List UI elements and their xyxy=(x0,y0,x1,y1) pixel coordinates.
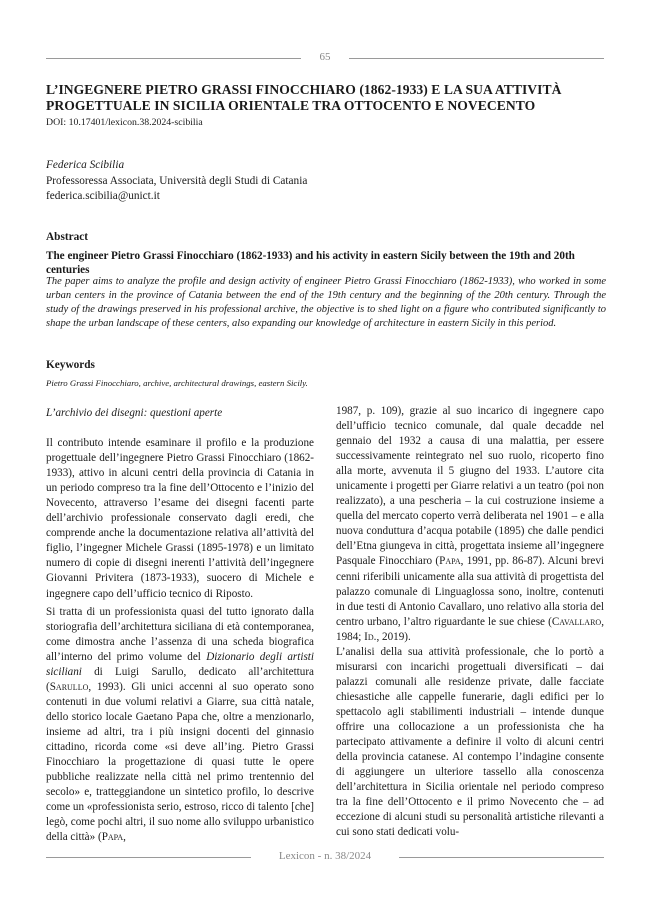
page-footer xyxy=(46,850,604,864)
citation-author: Papa xyxy=(101,831,124,844)
journal-issue: Lexicon - n. 38/2024 xyxy=(278,850,372,862)
author-block xyxy=(46,158,307,205)
keywords-heading: Keywords xyxy=(46,359,95,371)
citation-author: Id. xyxy=(364,630,377,643)
author-affiliation: Professoressa Associata, Università degli Studi di Catania xyxy=(46,174,308,187)
abstract-title: The engineer Pietro Grassi Finocchiaro (1862-1933) and his activity in eastern Sicily between the 19th and 20th centuries xyxy=(46,250,575,276)
body-paragraph xyxy=(46,605,314,846)
paragraph-text: , 1984; xyxy=(336,615,604,643)
paragraph-text: Si tratta di un professionista quasi del tutto ignorato dalla storiografia dell’architettura siciliana di età contemporanea, come dimostra anche l’assenza di una scheda biografica all’interno del primo volume del xyxy=(46,605,314,663)
body-paragraph xyxy=(46,436,314,602)
paragraph-text: 1987, p. 109), grazie al suo incarico di ingegnere capo dell’ufficio tecnico comunale, dal quale decadde nel gennaio del 1932 a causa di una malattia, per essere successivamente reintegrato nel suo ruolo, ricoperto fino alla morte, avvenuta il 5 giugno del 1933. L’autore cita unicamente i progetti per Giarre relativi a un teatro (poi non realizzato), a una pescheria – la cui costruzione insieme a quella del mercato coperto verrà deliberata nel 1901 – e alla nuova conduttura d’acqua potabile (1895) che dalle pendici dell’Etna giungeva in città, progettata insieme all’ingegnere Pasquale Finocchiaro ( xyxy=(336,405,604,568)
paragraph-text: , 2019). xyxy=(376,630,411,643)
doi[interactable]: DOI: 10.17401/lexicon.38.2024-scibilia xyxy=(46,117,203,128)
body-paragraph: L’analisi della sua attività professionale, che lo portò a misurarsi con incarichi progettuali diversificati – dai palazzi comunali alle residenze private, dalle facciate chiesastiche alle cappelle funerarie, dagli edifici per lo spettacolo agli stabilimenti industriali – intende dunque offrire una collocazione a un professionista che ha partecipato attivamente a definire il volto di alcuni centri della provincia catanese. Al contempo l’indagine consente di aggiungere un ulteriore tassello alla conoscenza dell’architettura in Sicilia orientale nel periodo compreso tra la fine dell’Ottocento e il primo Novecento che – ad eccezione di alcuni studi su personalità artistiche rilevanti a cui sono stati dedicati volu- xyxy=(336,645,604,839)
body-paragraph xyxy=(336,404,604,645)
book-title: Dizionario degli artisti siciliani xyxy=(46,650,314,678)
page-number: 65 xyxy=(319,51,331,63)
author-email[interactable]: federica.scibilia@unict.it xyxy=(46,190,160,202)
abstract-text: The paper aims to analyze the profile and design activity of engineer Pietro Grassi Finocchiaro (1862-1933), who worked in some urban centers in the province of Catania between the end of the 19th century and the beginning of the 20th century. Through the study of the drawings preserved in his professional archive, the objective is to shed light on a figure who contributed significantly to shape the urban landscape of these centers, also expanding our knowledge of architecture in eastern Sicily in this period. xyxy=(46,276,606,329)
article-title: L’INGEGNERE PIETRO GRASSI FINOCCHIARO (1862-1933) E LA SUA ATTIVITÀ PROGETTUALE IN SICILIA ORIENTALE TRA OTTOCENTO E NOVECENTO xyxy=(46,82,562,113)
citation-author: Cavallaro xyxy=(551,615,602,628)
citation-author: Sarullo xyxy=(49,680,89,693)
citation-author: Papa xyxy=(439,555,461,568)
body-column-left xyxy=(46,406,314,845)
header-rule-right xyxy=(349,58,604,59)
page-header xyxy=(46,51,604,65)
paragraph-text: , 1991, pp. 86-87). Alcuni brevi cenni riferibili unicamente alla sua attività di progettista del palazzo comunale di Linguaglossa sono, inoltre, contenuti in due testi di Antonio Cavallaro, uno relativo alla storia del centro urbano, l’altro riguardante le sue chiese ( xyxy=(336,555,604,628)
paragraph-text: , 1993). Gli unici accenni al suo operato sono contenuti in due volumi relativi a Giarre, sua città natale, dello storico locale Gaetano Papa che, oltre a menzionarlo, insieme ad altri, tra i più insigni docenti del ginnasio cittadino, ricorda come «si deve all’ing. Pietro Grassi Finocchiaro la progettazione di quasi tutte le opere pubbliche realizzate nella città nel primo trentennio del secolo» e, tratteggiandone un sintetico profilo, lo descrive come un «professionista serio, estroso, ricco di talento [che] legò, come pochi altri, il suo nome allo sviluppo urbanistico della città» ( xyxy=(46,680,314,844)
footer-rule-right xyxy=(399,857,604,858)
paragraph-text: di Luigi Sarullo, dedicato all’architettura ( xyxy=(46,665,314,693)
section-subheading: L’archivio dei disegni: questioni aperte xyxy=(46,407,223,419)
body-column-right xyxy=(336,404,604,840)
keywords-text: Pietro Grassi Finocchiaro, archive, architectural drawings, eastern Sicily. xyxy=(46,378,308,388)
abstract-heading: Abstract xyxy=(46,231,89,243)
author-name: Federica Scibilia xyxy=(46,159,125,171)
paragraph-text: Il contributo intende esaminare il profilo e la produzione progettuale dell’ingegnere Pietro Grassi Finocchiaro (1862-1933), attivo in alcuni centri della provincia di Catania in un periodo compreso tra la fine dell’Ottocento e l’inizio del Novecento, attraverso l’esame dei disegni facenti parte dell’archivio professionale conservato dagli eredi, che comprende anche la documentazione relativa all’attività del figlio, l’ingegner Michele Grassi (1895-1978) e un limitato numero di copie di disegni inerenti l’attività dell’ingegnere Giovanni Privitera (1873-1933), suocero di Michele e ingegnere capo dell’ufficio tecnico di Riposto. xyxy=(46,437,314,600)
paragraph-text: , xyxy=(123,831,126,844)
